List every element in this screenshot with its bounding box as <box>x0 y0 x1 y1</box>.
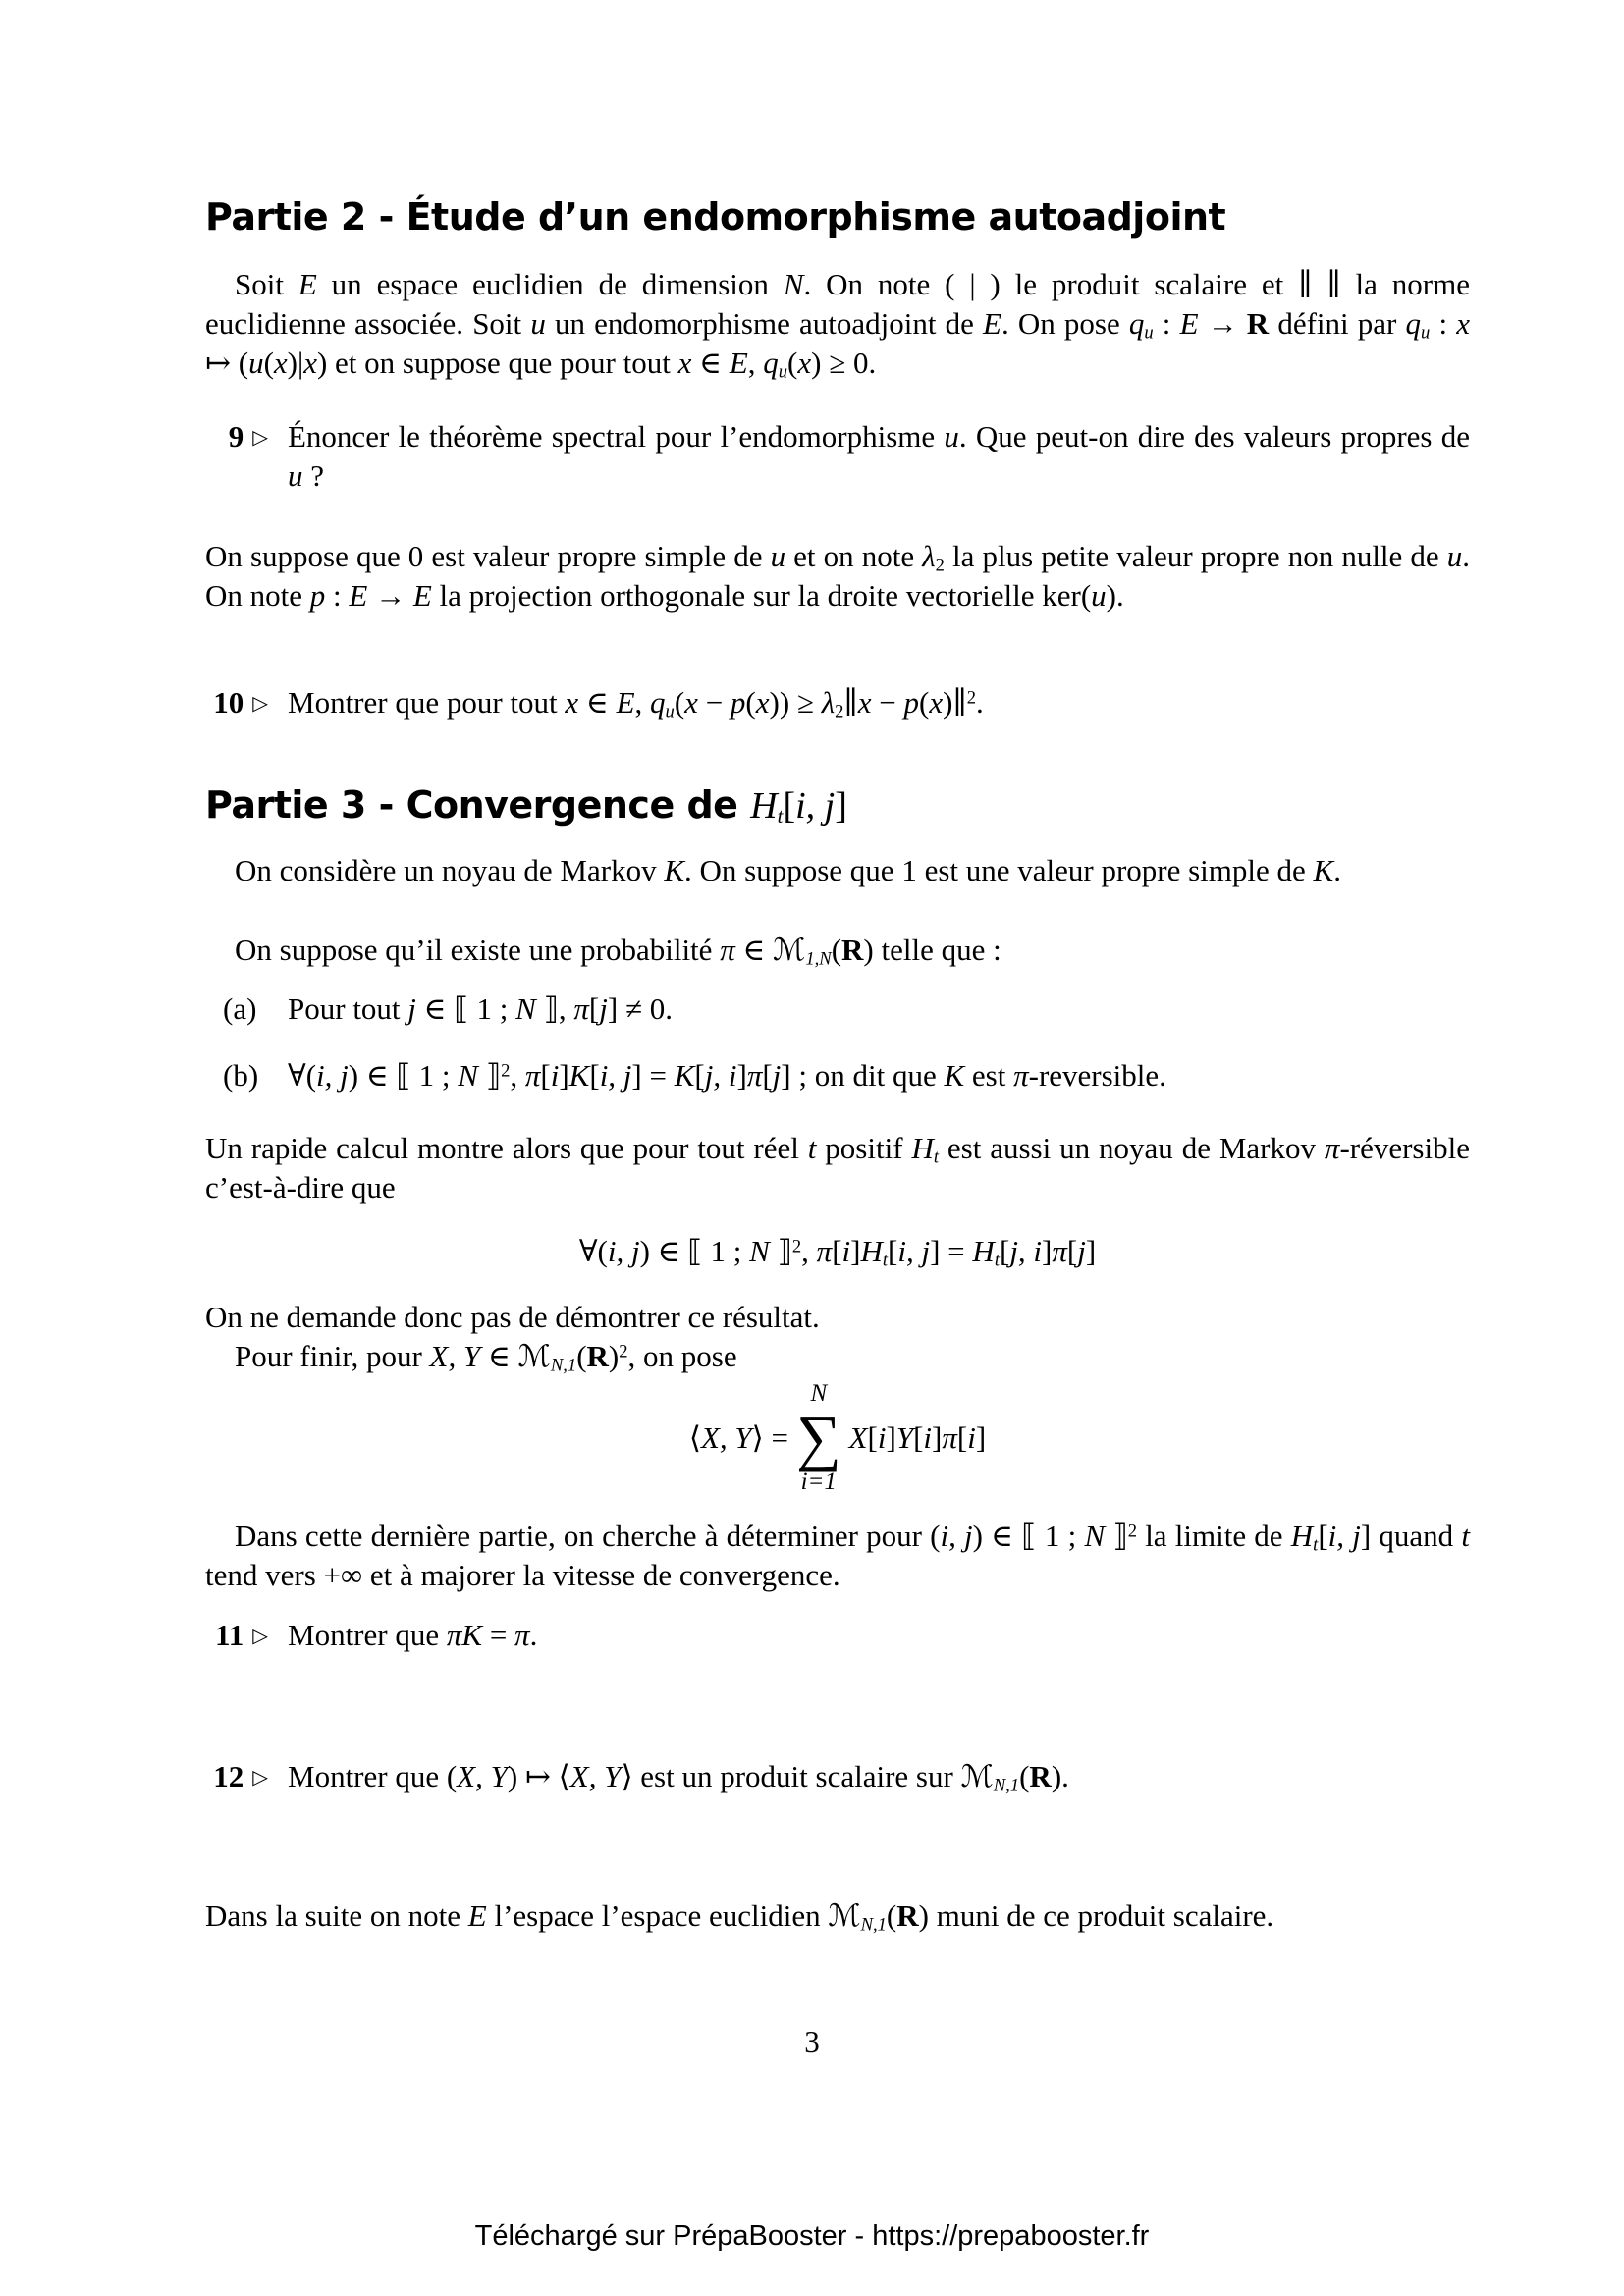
part2-intro-paragraph: Soit E un espace euclidien de dimension N. On note ( | ) le produit scalaire et ∥ ∥ la norme euclidienne associée. Soit u un endomorphisme autoadjoint de E. On pose $q_u$ : E → R défini par $q_u$ : x ↦ (u(x)|x) et on suppose que pour tout x ∈ E, $q_u(x) \ge 0$. <box>205 267 1471 383</box>
condition-a-text: Pour tout j ∈ ⟦ 1 ; N ⟧, π[j] ≠ 0. <box>288 991 673 1026</box>
condition-a <box>205 989 1470 1029</box>
inner-product-right-side: X[i]Y[i]π[i] <box>848 1420 987 1456</box>
question-12-text: Montrer que (X, Y) ↦ ⟨X, Y⟩ est un produit scalaire sur ℳ$_{N,1}$(R). <box>288 1759 1069 1796</box>
page-number: 3 <box>804 2024 820 2058</box>
part2-hypothesis-paragraph: On suppose que 0 est valeur propre simple de u et on note $\lambda_2$ la plus petite valeur propre non nulle de u. On note p : E → E la projection orthogonale sur la droite vectorielle ker(u). <box>205 539 1470 613</box>
condition-a-label: (a) <box>223 991 257 1026</box>
part3-no-proof-paragraph: On ne demande donc pas de démontrer ce résultat. <box>205 1300 820 1334</box>
part3-markov-paragraph: On considère un noyau de Markov K. On suppose que 1 est une valeur propre simple de K. <box>235 853 1341 887</box>
inner-product-left-side: ⟨X, Y⟩ = <box>688 1420 788 1456</box>
question-10-text: Montrer que pour tout x ∈ E, $q_u(x - p(x))$ ≥ $\lambda_2\parallel x$ − p(x)∥$^2$. <box>288 685 984 722</box>
part3-calculation-paragraph: Un rapide calcul montre alors que pour tout réel t positif $H_t$ est aussi un noyau de Markov π-réversible c’est-à-dire que <box>205 1131 1470 1204</box>
question-10-number: 10 ▷ <box>213 685 268 720</box>
summation-upper-limit: N <box>810 1380 828 1407</box>
question-9 <box>205 417 1470 496</box>
section-heading-partie-2: Partie 2 - Étude d’un endomorphisme autoadjoint <box>205 195 1226 239</box>
sigma-icon: ∑ <box>795 1402 841 1472</box>
question-12-number: 12 ▷ <box>213 1759 268 1793</box>
condition-b-text: ∀(i, j) ∈ ⟦ 1 ; N ⟧$^2$, π[i]K[i, j] = K[j, i]π[j] ; on dit que K est π-reversible. <box>288 1058 1166 1093</box>
question-11-number: 11 ▷ <box>214 1618 268 1652</box>
part3-probability-paragraph: On suppose qu’il existe une probabilité π ∈ ℳ$_{1,N}$(R) telle que : <box>235 933 1001 970</box>
footer-credit: Téléchargé sur PrépaBooster - https://prepabooster.fr <box>474 2220 1150 2252</box>
question-10 <box>205 683 1470 722</box>
text-column <box>205 0 1470 2296</box>
reversibility-equation: ∀(i, j) ∈ ⟦ 1 ; N ⟧$^2$, $\pi[i]H_t[i$, $j] = H_t[j$, i]π[j] <box>578 1234 1097 1271</box>
question-12 <box>205 1757 1470 1796</box>
inner-product-definition-equation <box>205 1380 1470 1496</box>
part3-final-note-paragraph: Dans la suite on note E l’espace l’espace euclidien ℳ$_{N,1}$(R) muni de ce produit scalaire. <box>205 1898 1274 1936</box>
part3-goal-paragraph: Dans cette dernière partie, on cherche à déterminer pour (i, j) ∈ ⟦ 1 ; N ⟧$^2$ la limite de $H_t[i$, j] quand t tend vers +∞ et à majorer la vitesse de convergence. <box>205 1519 1470 1592</box>
section-heading-partie-3: Partie 3 - Convergence de $H_t[i$, j] <box>205 783 847 828</box>
condition-b-label: (b) <box>223 1058 259 1093</box>
summation-operator <box>796 1380 841 1496</box>
question-9-text: Énoncer le théorème spectral pour l’endomorphisme u. Que peut-on dire des valeurs propres de u ? <box>288 419 1471 493</box>
question-11-text: Montrer que πK = π. <box>288 1618 538 1652</box>
question-9-number: 9 ▷ <box>228 419 268 454</box>
summation-lower-limit: i=1 <box>800 1468 837 1495</box>
part3-pour-finir-paragraph: Pour finir, pour X, Y ∈ $ℳ_{N,1}(R)^2$, on pose <box>235 1339 737 1376</box>
question-11 <box>205 1616 1470 1655</box>
condition-b <box>205 1056 1470 1095</box>
